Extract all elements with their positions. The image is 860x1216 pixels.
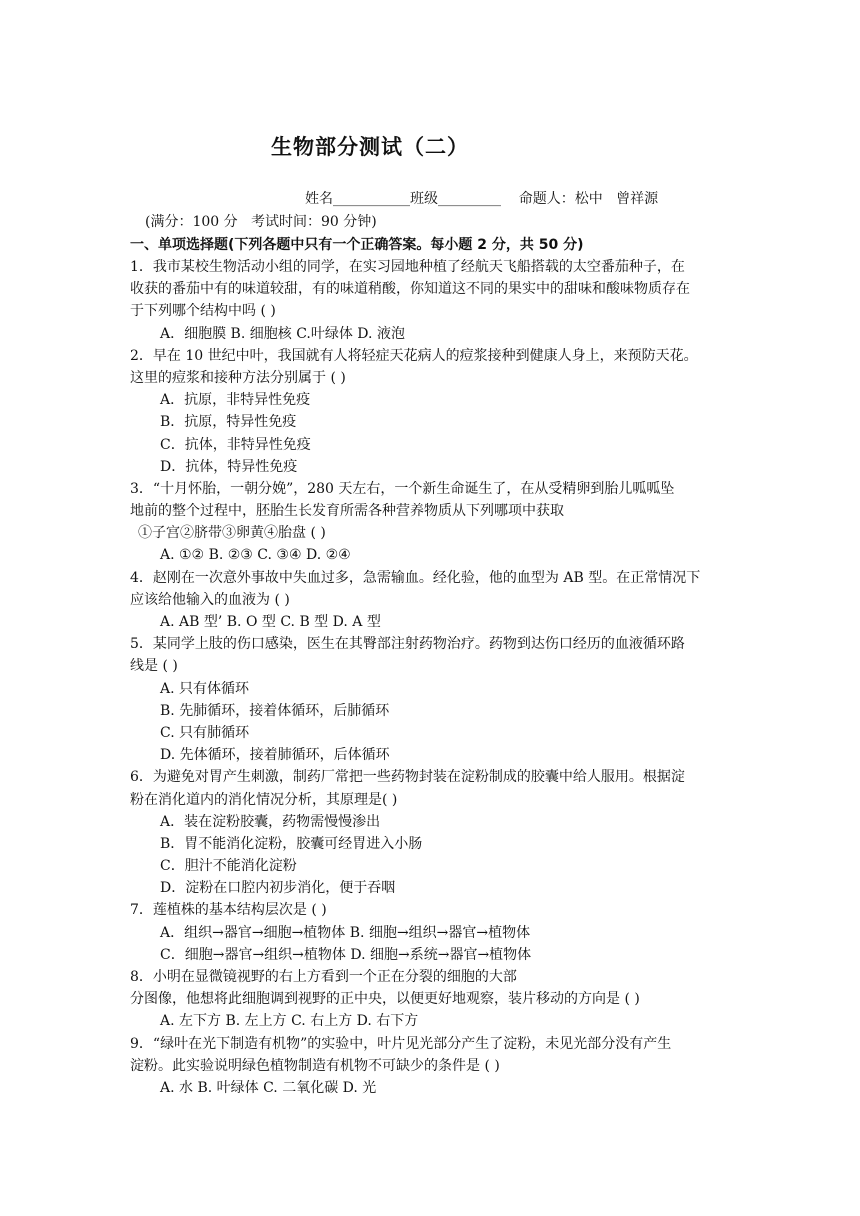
question-stem-line: 6．为避免对胃产生刺激，制药厂常把一些药物封装在淀粉制成的胶囊中给人服用。根据淀	[130, 769, 685, 786]
question-stem-line: 1．我市某校生物活动小组的同学，在实习园地种植了经航天飞船搭载的太空番茄种子，在	[130, 259, 685, 275]
answer-option: A. 只有体循环	[160, 680, 250, 697]
answer-option: A. ①② B. ②③ C. ③④ D. ②④	[160, 547, 351, 564]
question-stem-line: 淀粉。此实验说明绿色植物制造有机物不可缺少的条件是 ( )	[130, 1057, 500, 1074]
section-heading: 一、单项选择题(下列各题中只有一个正确答案。每小题 2 分，共 50 分)	[130, 237, 584, 253]
question-stem-line: 分图像，他想将此细胞调到视野的正中央，以便更好地观察，装片移动的方向是 ( )	[130, 991, 640, 1008]
question-item	[130, 567, 735, 634]
question-stem-line: 应该给他输入的血液为 ( )	[130, 591, 290, 608]
answer-option: B. 先肺循环，接着体循环，后肺循环	[160, 702, 390, 719]
question-stem-line: 2．早在 10 世纪中叶，我国就有人将轻症天花病人的痘浆接种到健康人身上，来预防天花。	[130, 347, 698, 364]
answer-option: A. AB 型’ B. O 型 C. B 型 D. A 型	[160, 614, 381, 630]
answer-option: A. 左下方 B. 左上方 C. 右上方 D. 右下方	[160, 1013, 419, 1030]
question-item	[130, 1033, 735, 1100]
question-sub-line: ①子宫②脐带③卵黄④胎盘 ( )	[138, 525, 326, 542]
question-item	[130, 256, 735, 345]
question-stem-line: 4．赵刚在一次意外事故中失血过多，急需输血。经化验，他的血型为 AB 型。在正常情况下	[130, 569, 701, 586]
question-stem-line: 5．某同学上肢的伤口感染，医生在其臀部注射药物治疗。药物到达伤口经历的血液循环路	[130, 636, 685, 653]
question-item	[130, 966, 735, 1033]
question-stem-line: 9．“绿叶在光下制造有机物”的实验中，叶片见光部分产生了淀粉，未见光部分没有产生	[130, 1035, 672, 1052]
answer-option: D. 先体循环，接着肺循环，后体循环	[160, 747, 390, 764]
answer-option: A．装在淀粉胶囊，药物需慢慢渗出	[160, 813, 381, 830]
question-stem-line: 7．莲植株的基本结构层次是 ( )	[130, 902, 327, 919]
answer-option: C．胆汁不能消化淀粉	[160, 858, 297, 875]
question-stem-line: 线是 ( )	[130, 658, 178, 675]
question-stem-line: 于下列哪个结构中吗 ( )	[130, 303, 276, 320]
answer-option: D．淀粉在口腔内初步消化，便于吞咽	[160, 880, 396, 897]
answer-option: A．抗原，非特异性免疫	[160, 392, 311, 409]
question-item	[130, 899, 735, 966]
question-stem-line: 这里的痘浆和接种方法分别属于 ( )	[130, 369, 346, 386]
question-stem-line: 8．小明在显微镜视野的右上方看到一个正在分裂的细胞的大部	[130, 969, 517, 985]
question-item	[130, 345, 735, 478]
answer-option: A．组织→器官→细胞→植物体 B. 细胞→组织→器官→植物体	[160, 924, 531, 941]
question-stem-line: 地前的整个过程中，胚胎生长发育所需各种营养物质从下列哪项中获取	[130, 503, 564, 520]
question-item	[130, 478, 735, 567]
question-item	[130, 633, 735, 766]
question-stem-line: 收获的番茄中有的味道较甜，有的味道稍酸，你知道这不同的果实中的甜味和酸味物质存在	[130, 281, 690, 298]
answer-option: A．细胞膜 B. 细胞核 C.叶绿体 D. 液泡	[160, 325, 405, 342]
question-stem-line: 粉在消化道内的消化情况分析，其原理是( )	[130, 791, 398, 808]
answer-option: C. 只有肺循环	[160, 724, 250, 741]
answer-option: D．抗体，特异性免疫	[160, 458, 298, 475]
question-list	[130, 256, 735, 1099]
score-time-line: (满分：100 分 考试时间：90 分钟)	[145, 214, 377, 230]
answer-option: B．抗原，特异性免疫	[160, 414, 297, 431]
answer-option: C．细胞→器官→组织→植物体 D. 细胞→系统→器官→植物体	[160, 946, 532, 963]
student-info-line: 姓名___________班级_________ 命题人：松中 曾祥源	[305, 191, 659, 207]
answer-option: C．抗体，非特异性免疫	[160, 436, 311, 453]
answer-option: A. 水 B. 叶绿体 C. 二氧化碳 D. 光	[160, 1079, 377, 1096]
page-title: 生物部分测试（二）	[271, 135, 469, 159]
question-item	[130, 766, 735, 899]
answer-option: B．胃不能消化淀粉，胶囊可经胃进入小肠	[160, 835, 423, 852]
question-stem-line: 3．“十月怀胎，一朝分娩”，280 天左右，一个新生命诞生了，在从受精卵到胎儿呱呱坠	[130, 480, 675, 497]
